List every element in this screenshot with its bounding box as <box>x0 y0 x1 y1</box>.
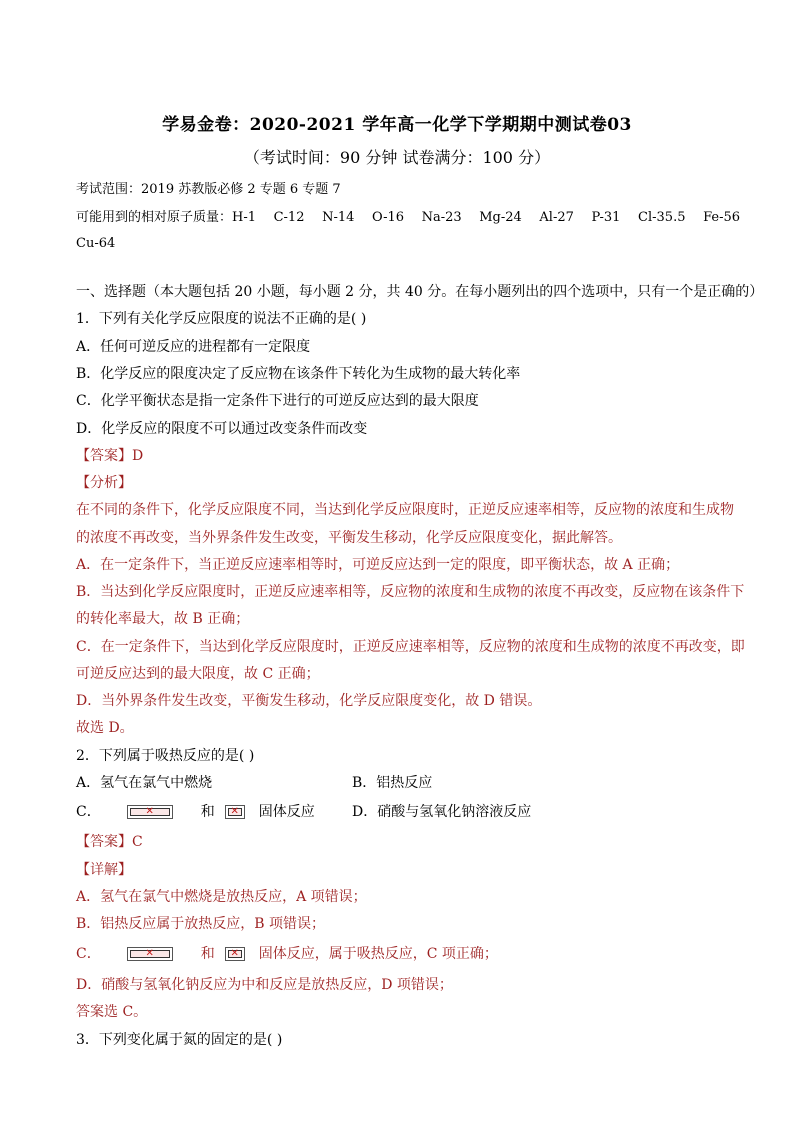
q2-option-d: D．硝酸与氢氧化钠溶液反应 <box>352 804 532 820</box>
q1-explain-d: D．当外界条件发生改变，平衡发生移动，化学反应限度变化，故 D 错误。 <box>76 693 542 709</box>
atomic-mass-item: Fe-56 <box>703 210 740 225</box>
q2-detail-a: A．氢气在氯气中燃烧是放热反应，A 项错误； <box>76 889 367 905</box>
atomic-mass-wrap: Cu-64 <box>76 236 116 251</box>
atomic-mass-item: Mg-24 <box>479 210 522 225</box>
q1-option-c: C．化学平衡状态是指一定条件下进行的可逆反应达到的最大限度 <box>76 393 479 409</box>
q2-detail-d: D．硝酸与氢氧化钠反应为中和反应是放热反应，D 项错误； <box>76 977 453 993</box>
atomic-mass-row <box>76 208 740 228</box>
atomic-mass-item: N-14 <box>322 210 355 225</box>
section-heading: 一、选择题（本大题包括 20 小题，每小题 2 分，共 40 分。在每小题列出的四个选项中，只有一个是正确的） <box>76 284 764 300</box>
q2-option-b: B．铝热反应 <box>352 775 433 791</box>
q1-option-d: D．化学反应的限度不可以通过改变条件而改变 <box>76 421 368 437</box>
q1-option-b: B．化学反应的限度决定了反应物在该条件下转化为生成物的最大转化率 <box>76 366 521 382</box>
q1-option-a: A．任何可逆反应的进程都有一定限度 <box>76 339 311 355</box>
q1-explain-a: A．在一定条件下，当正逆反应速率相等时，可逆反应达到一定的限度，即平衡状态，故 A 正确； <box>76 557 680 573</box>
q2-option-a: A．氢气在氯气中燃烧 <box>76 775 213 791</box>
q2-conclusion: 答案选 C。 <box>76 1004 148 1020</box>
broken-image-icon: ✕ <box>225 805 245 819</box>
atomic-mass-item: Cl-35.5 <box>638 210 686 225</box>
q1-analysis-label: 【分析】 <box>76 475 132 491</box>
q1-conclusion: 故选 D。 <box>76 720 134 736</box>
q2-option-c-tail: 固体反应 <box>258 804 315 820</box>
broken-image-icon: ✕ <box>127 805 173 819</box>
atomic-mass-item: Al-27 <box>539 210 574 225</box>
exam-scope: 考试范围：2019 苏教版必修 2 专题 6 专题 7 <box>76 182 341 197</box>
q1-explain-b: B．当达到化学反应限度时，正逆反应速率相等，反应物的浓度和生成物的浓度不再改变，反应物在该条件下 <box>76 584 745 600</box>
q3-stem: 3．下列变化属于氮的固定的是( ) <box>76 1032 283 1048</box>
q2-option-c-and: 和 <box>200 804 215 820</box>
atomic-mass-item: Na-23 <box>421 210 462 225</box>
q2-option-c-label: C． <box>76 804 101 820</box>
q1-stem: 1．下列有关化学反应限度的说法不正确的是( ) <box>76 311 367 327</box>
q2-detail-c <box>76 944 498 964</box>
atomic-mass-item: P-31 <box>591 210 621 225</box>
q2-detail-b: B．铝热反应属于放热反应，B 项错误； <box>76 916 326 932</box>
atomic-mass-label: 可能用到的相对原子质量：H-1 <box>76 210 257 225</box>
q2-stem: 2．下列属于吸热反应的是( ) <box>76 748 255 764</box>
q2-detail-c-and: 和 <box>200 946 215 962</box>
atomic-mass-item: C-12 <box>273 210 305 225</box>
atomic-mass-item: O-16 <box>371 210 405 225</box>
q1-analysis-line: 的浓度不再改变，当外界条件发生改变，平衡发生移动，化学反应限度变化，据此解答。 <box>76 530 622 546</box>
q2-answer: 【答案】C <box>76 834 143 850</box>
broken-image-icon: ✕ <box>127 947 173 961</box>
page-subtitle: （考试时间：90 分钟 试卷满分：100 分） <box>243 148 551 167</box>
q1-explain-c: C．在一定条件下，当达到化学反应限度时，正逆反应速率相等，反应物的浓度和生成物的浓度不再改变，即 <box>76 639 745 655</box>
q2-detail-c-label: C． <box>76 946 101 962</box>
q1-explain-c-cont: 可逆反应达到的最大限度，故 C 正确； <box>76 666 320 682</box>
q1-answer: 【答案】D <box>76 448 144 464</box>
broken-image-icon: ✕ <box>225 947 245 961</box>
q2-detail-c-tail: 固体反应，属于吸热反应，C 项正确； <box>258 946 498 962</box>
q1-explain-b-cont: 的转化率最大，故 B 正确； <box>76 611 250 627</box>
page-title: 学易金卷：2020-2021 学年高一化学下学期期中测试卷03 <box>162 115 632 135</box>
q1-analysis-line: 在不同的条件下，化学反应限度不同，当达到化学反应限度时，正逆反应速率相等，反应物的浓度和生成物 <box>76 502 734 518</box>
q2-option-c <box>76 802 315 822</box>
q2-detail-label: 【详解】 <box>76 862 132 878</box>
